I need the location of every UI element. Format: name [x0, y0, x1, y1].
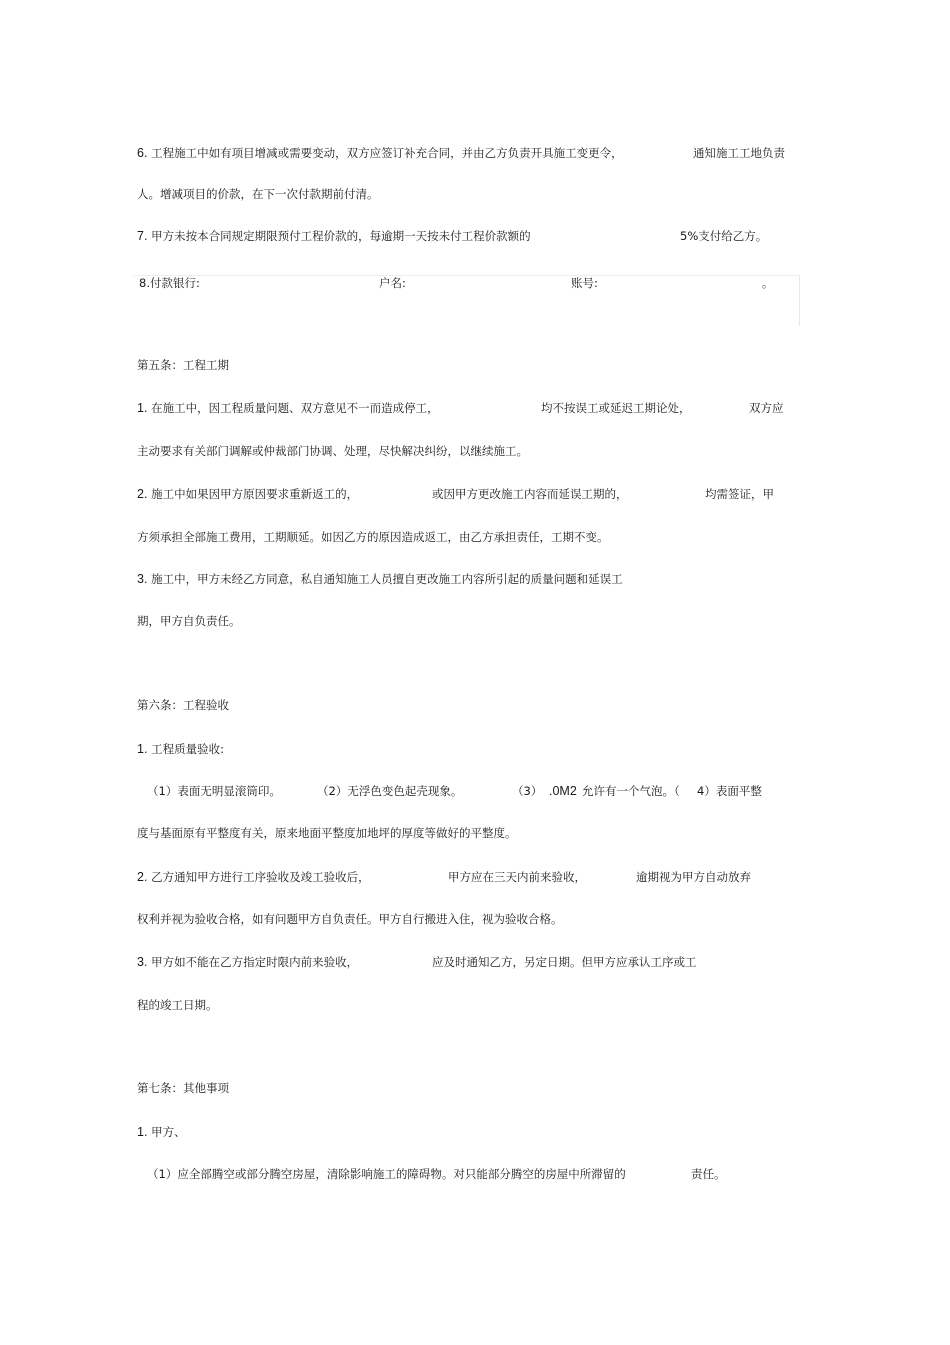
end-mark: 。: [762, 276, 774, 290]
clause-5-item-2-line-1: [137, 486, 358, 502]
item-7-text-a: 甲方未按本合同规定期限预付工程价款的，每逾期一天按未付工程价款额的: [151, 229, 531, 243]
clause-6-item-3-line-1: [137, 954, 358, 970]
clause-7-item-1-title-text: 甲方、: [151, 1125, 186, 1139]
item-6-line-1: [137, 145, 623, 161]
clause-6-item-2-text-c: 逾期视为甲方自动放弃: [636, 870, 751, 884]
clause-6-item-2-line-1: [137, 869, 370, 885]
clause-5-item-3-line-2: 期，甲方自负责任。: [137, 614, 241, 628]
item-number: 6.: [137, 146, 148, 160]
item-number: 1.: [137, 742, 148, 756]
clause-5-item-2-line-2: 方须承担全部施工费用，工期顺延。如因乙方的原因造成返工，由乙方承担责任，工期不变。: [137, 530, 609, 544]
quality-criterion-2: （2）无浮色变色起壳现象。: [317, 784, 463, 798]
item-7-text-b: 5%支付给乙方。: [680, 229, 768, 243]
quality-criterion-3-text: 允许有一个气泡。（: [582, 784, 680, 798]
bank-label: 8.付款银行:: [139, 276, 200, 290]
clause-6-heading: 第六条：工程验收: [137, 698, 229, 712]
clause-5-item-1-line-2: 主动要求有关部门调解或仲裁部门协调、处理，尽快解决纠纷，以继续施工。: [137, 444, 528, 458]
clause-5-item-2-text-c: 均需签证，甲: [705, 487, 774, 501]
clause-6-item-3-text-b: 应及时通知乙方，另定日期。但甲方应承认工序或工: [432, 955, 697, 969]
clause-5-item-1-text-a: 在施工中，因工程质量问题、双方意见不一而造成停工，: [151, 401, 439, 415]
clause-5-item-2-text-a: 施工中如果因甲方原因要求重新返工的，: [151, 487, 359, 501]
clause-7-heading: 第七条：其他事项: [137, 1081, 229, 1095]
item-number: 3.: [137, 572, 148, 586]
item-number: 7.: [137, 229, 148, 243]
payment-info-box: [133, 275, 800, 326]
item-7-line-1: [137, 228, 531, 244]
clause-6-item-2-text-a: 乙方通知甲方进行工序验收及竣工验收后，: [151, 870, 370, 884]
quality-criterion-3-area: .0M2: [549, 784, 577, 798]
item-number: 1.: [137, 1125, 148, 1139]
clause-7-item-1-title: [137, 1124, 186, 1140]
clause-5-item-2-text-b: 或因甲方更改施工内容而延误工期的，: [432, 487, 628, 501]
clause-5-item-1-line-1: [137, 400, 439, 416]
clause-5-item-3-text: 施工中，甲方未经乙方同意，私自通知施工人员擅自更改施工内容所引起的质量问题和延误工: [151, 572, 623, 586]
clause-5-item-3-line-1: [137, 571, 623, 587]
clause-5-item-1-text-b: 均不按误工或延迟工期论处，: [541, 401, 691, 415]
clause-6-item-3-text-a: 甲方如不能在乙方指定时限内前来验收，: [151, 955, 359, 969]
item-6-text-a: 工程施工中如有项目增减或需要变动，双方应签订补充合同，并由乙方负责开具施工变更令，: [151, 146, 623, 160]
quality-criterion-1: （1）表面无明显滚筒印。: [147, 784, 281, 798]
account-name-label: 户名:: [379, 276, 406, 290]
clause-6-item-2-text-b: 甲方应在三天内前来验收，: [448, 870, 586, 884]
item-number: 3.: [137, 955, 148, 969]
quality-criterion-3-num: （3）: [512, 784, 543, 798]
quality-criterion-4: 4）表面平整: [697, 784, 762, 798]
item-number: 2.: [137, 870, 148, 884]
account-number-label: 账号:: [571, 276, 598, 290]
clause-7-item-1-sub-1-text-a: （1）应全部腾空或部分腾空房屋，清除影响施工的障碍物。对只能部分腾空的房屋中所滞留的: [147, 1167, 626, 1181]
clause-5-item-1-text-c: 双方应: [749, 401, 784, 415]
item-number: 1.: [137, 401, 148, 415]
clause-6-item-1-title-text: 工程质量验收:: [151, 742, 224, 756]
item-6-line-2: 人。增减项目的价款，在下一次付款期前付清。: [137, 187, 379, 201]
clause-6-item-2-line-2: 权利并视为验收合格，如有问题甲方自负责任。甲方自行搬进入住，视为验收合格。: [137, 912, 563, 926]
item-number: 2.: [137, 487, 148, 501]
clause-7-item-1-sub-1-text-b: 责任。: [691, 1167, 726, 1181]
clause-5-heading: 第五条：工程工期: [137, 358, 229, 372]
item-6-text-b: 通知施工工地负责: [693, 146, 785, 160]
clause-6-item-1-line-2: 度与基面原有平整度有关，原来地面平整度加地坪的厚度等做好的平整度。: [137, 826, 517, 840]
clause-6-item-3-line-2: 程的竣工日期。: [137, 998, 218, 1012]
clause-6-item-1-title: [137, 741, 224, 757]
